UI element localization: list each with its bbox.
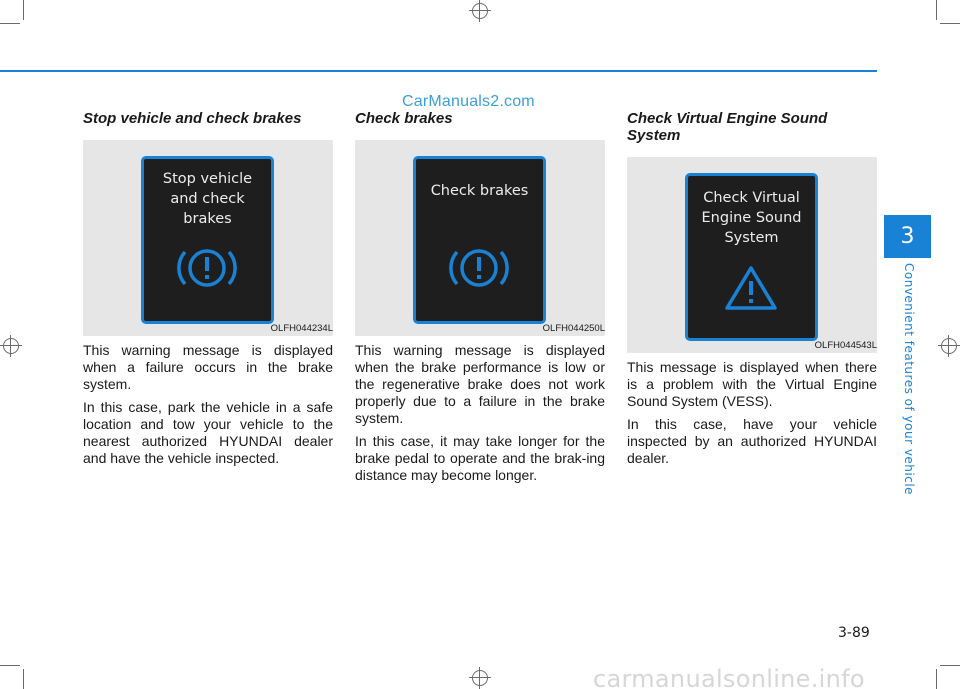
crop-mark xyxy=(936,0,937,20)
registration-mark xyxy=(938,335,960,357)
section-heading: Stop vehicle and check brakes xyxy=(83,110,302,127)
crop-mark xyxy=(0,23,20,24)
warning-triangle-icon xyxy=(723,264,779,312)
crop-mark xyxy=(0,665,20,666)
page-number: 3-89 xyxy=(838,625,870,641)
crop-mark xyxy=(936,669,937,689)
watermark-top[interactable]: CarManuals2.com xyxy=(402,93,535,110)
cluster-display xyxy=(413,156,546,324)
section-heading: Check brakes xyxy=(355,110,453,127)
section-heading: Check Virtual Engine Sound System xyxy=(627,110,828,144)
display-message: Check Virtual Engine Sound System xyxy=(701,190,802,246)
chapter-title: Convenient features of your vehicle xyxy=(902,263,916,496)
crop-mark xyxy=(940,665,960,666)
section-check-brakes xyxy=(355,110,605,483)
body-text xyxy=(627,359,877,473)
crop-mark xyxy=(23,0,24,20)
figure-code: OLFH044250L xyxy=(542,323,605,334)
registration-mark xyxy=(469,667,491,689)
body-text xyxy=(355,342,605,490)
chapter-number: 3 xyxy=(900,224,915,249)
section-stop-vehicle xyxy=(83,110,333,466)
figure xyxy=(355,140,605,336)
body-text xyxy=(83,342,333,473)
figure-code: OLFH044234L xyxy=(270,323,333,334)
figure xyxy=(627,157,877,353)
watermark-bottom[interactable]: carmanualsonline.info xyxy=(593,665,865,689)
brake-warning-icon xyxy=(176,243,238,293)
registration-mark xyxy=(469,0,491,22)
paragraph: In this case, have your vehicle inspected by an authorized HYUNDAI dealer. xyxy=(627,416,877,466)
section-check-vess xyxy=(627,110,877,466)
chapter-tab[interactable] xyxy=(884,215,931,258)
paragraph: This message is displayed when there is a problem with the Virtual Engine Sound System (VESS). xyxy=(627,359,877,409)
brake-warning-icon xyxy=(448,243,510,293)
paragraph: This warning message is displayed when a failure occurs in the brake system. xyxy=(83,342,333,392)
figure-code: OLFH044543L xyxy=(814,340,877,351)
crop-mark xyxy=(940,23,960,24)
cluster-display xyxy=(141,156,274,324)
header-rule xyxy=(0,70,877,72)
figure xyxy=(83,140,333,336)
cluster-display xyxy=(685,173,818,341)
crop-mark xyxy=(23,669,24,689)
display-message: Stop vehicle and check brakes xyxy=(162,171,253,227)
display-message: Check brakes xyxy=(430,183,529,199)
paragraph: In this case, it may take longer for the brake pedal to operate and the brak-ing distance may become longer. xyxy=(355,433,605,483)
paragraph: This warning message is displayed when the brake performance is low or the regenerative brake does not work properly due to a failure in the brake system. xyxy=(355,342,605,426)
registration-mark xyxy=(0,335,22,357)
paragraph: In this case, park the vehicle in a safe location and tow your vehicle to the nearest authorized HYUNDAI dealer and have the vehicle inspected. xyxy=(83,399,333,466)
